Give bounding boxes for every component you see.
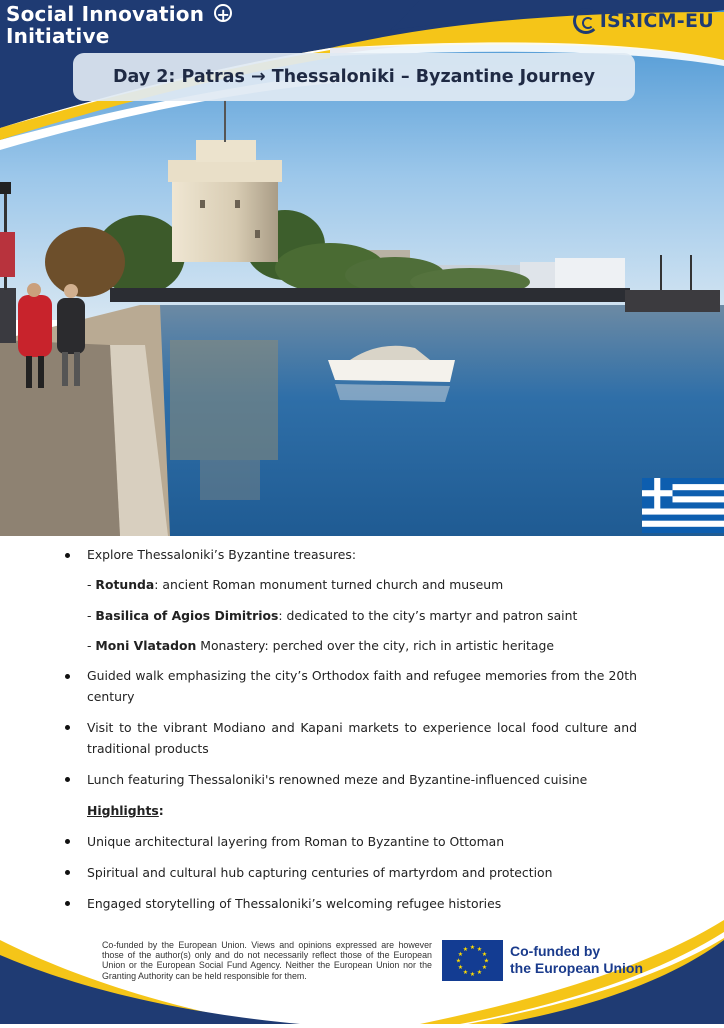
bullet-icon [64, 863, 72, 871]
svg-text:★: ★ [457, 964, 464, 971]
list-item: Unique architectural layering from Roman to Byzantine to Ottoman [87, 834, 505, 849]
brand-line-2: Initiative [6, 24, 110, 48]
svg-text:★: ★ [476, 946, 483, 953]
sub-item-dash: - [87, 577, 96, 592]
eu-label-line-2: the European Union [510, 960, 643, 976]
list-item: Explore Thessaloniki’s Byzantine treasures: [87, 547, 357, 562]
svg-text:★: ★ [469, 971, 476, 978]
page-title: Day 2: Patras → Thessaloniki – Byzantine Journey [112, 67, 596, 87]
bullet-icon [64, 832, 72, 840]
list-item: Lunch featuring Thessaloniki's renowned meze and Byzantine-influenced cuisine [87, 772, 588, 787]
brand-line-1: Social Innovation [6, 2, 205, 26]
sub-item-desc: Monastery: perched over the city, rich in artistic heritage [196, 638, 554, 653]
highlights-heading [87, 800, 637, 821]
brand-wordmark [6, 3, 232, 47]
list-item: Visit to the vibrant Modiano and Kapani markets to experience local food culture and traditional products [87, 720, 637, 756]
sub-item-moni-vlatadon [87, 635, 637, 656]
sub-item-basilica [87, 605, 637, 626]
page-title-bar [73, 53, 635, 101]
highlights-label: Highlights [87, 803, 159, 818]
svg-text:★: ★ [481, 951, 488, 958]
svg-text:★: ★ [476, 969, 483, 976]
logo-text: ISRICM-EU [599, 10, 714, 32]
svg-text:★: ★ [462, 946, 469, 953]
sub-item-dash: - [87, 638, 96, 653]
isricm-logo [573, 8, 714, 34]
plus-circle-icon: + [214, 4, 232, 22]
bullet-icon [64, 546, 72, 554]
sub-item-name: Basilica of Agios Dimitrios [95, 608, 279, 623]
list-item: Spiritual and cultural hub capturing centuries of martyrdom and protection [87, 865, 553, 880]
svg-text:★: ★ [483, 957, 490, 965]
list-item: Engaged storytelling of Thessaloniki’s welcoming refugee histories [87, 896, 502, 911]
svg-text:★: ★ [457, 951, 464, 958]
bullet-icon [64, 718, 72, 726]
sub-item-desc: : dedicated to the city’s martyr and patron saint [278, 608, 578, 623]
eu-disclaimer: Co-funded by the European Union. Views and opinions expressed are however those of the author(s) only and do not necessarily reflect those of the European Union or the European Social Fund Agency. Neither the European Union nor the Granting Authority can be held responsible for them. [102, 940, 432, 981]
list-item: Guided walk emphasizing the city’s Orthodox faith and refugee memories from the 20th century [87, 668, 637, 704]
sub-item-name: Moni Vlatadon [95, 638, 197, 653]
svg-text:★: ★ [462, 969, 469, 976]
sub-item-desc: : ancient Roman monument turned church and museum [154, 577, 504, 592]
svg-text:★: ★ [481, 964, 488, 971]
svg-text:★: ★ [455, 957, 462, 965]
eu-flag-icon [442, 940, 503, 981]
bullet-icon [64, 770, 72, 778]
greece-flag-icon [642, 478, 724, 533]
eu-cofunded-label [510, 943, 643, 977]
logo-ring-icon [573, 8, 599, 34]
svg-text:★: ★ [469, 944, 476, 951]
bullet-icon [64, 667, 72, 675]
sub-item-rotunda [87, 574, 637, 595]
highlights-colon: : [158, 803, 164, 818]
sub-item-name: Rotunda [95, 577, 155, 592]
sub-item-dash: - [87, 608, 96, 623]
eu-label-line-1: Co-funded by [510, 943, 601, 959]
